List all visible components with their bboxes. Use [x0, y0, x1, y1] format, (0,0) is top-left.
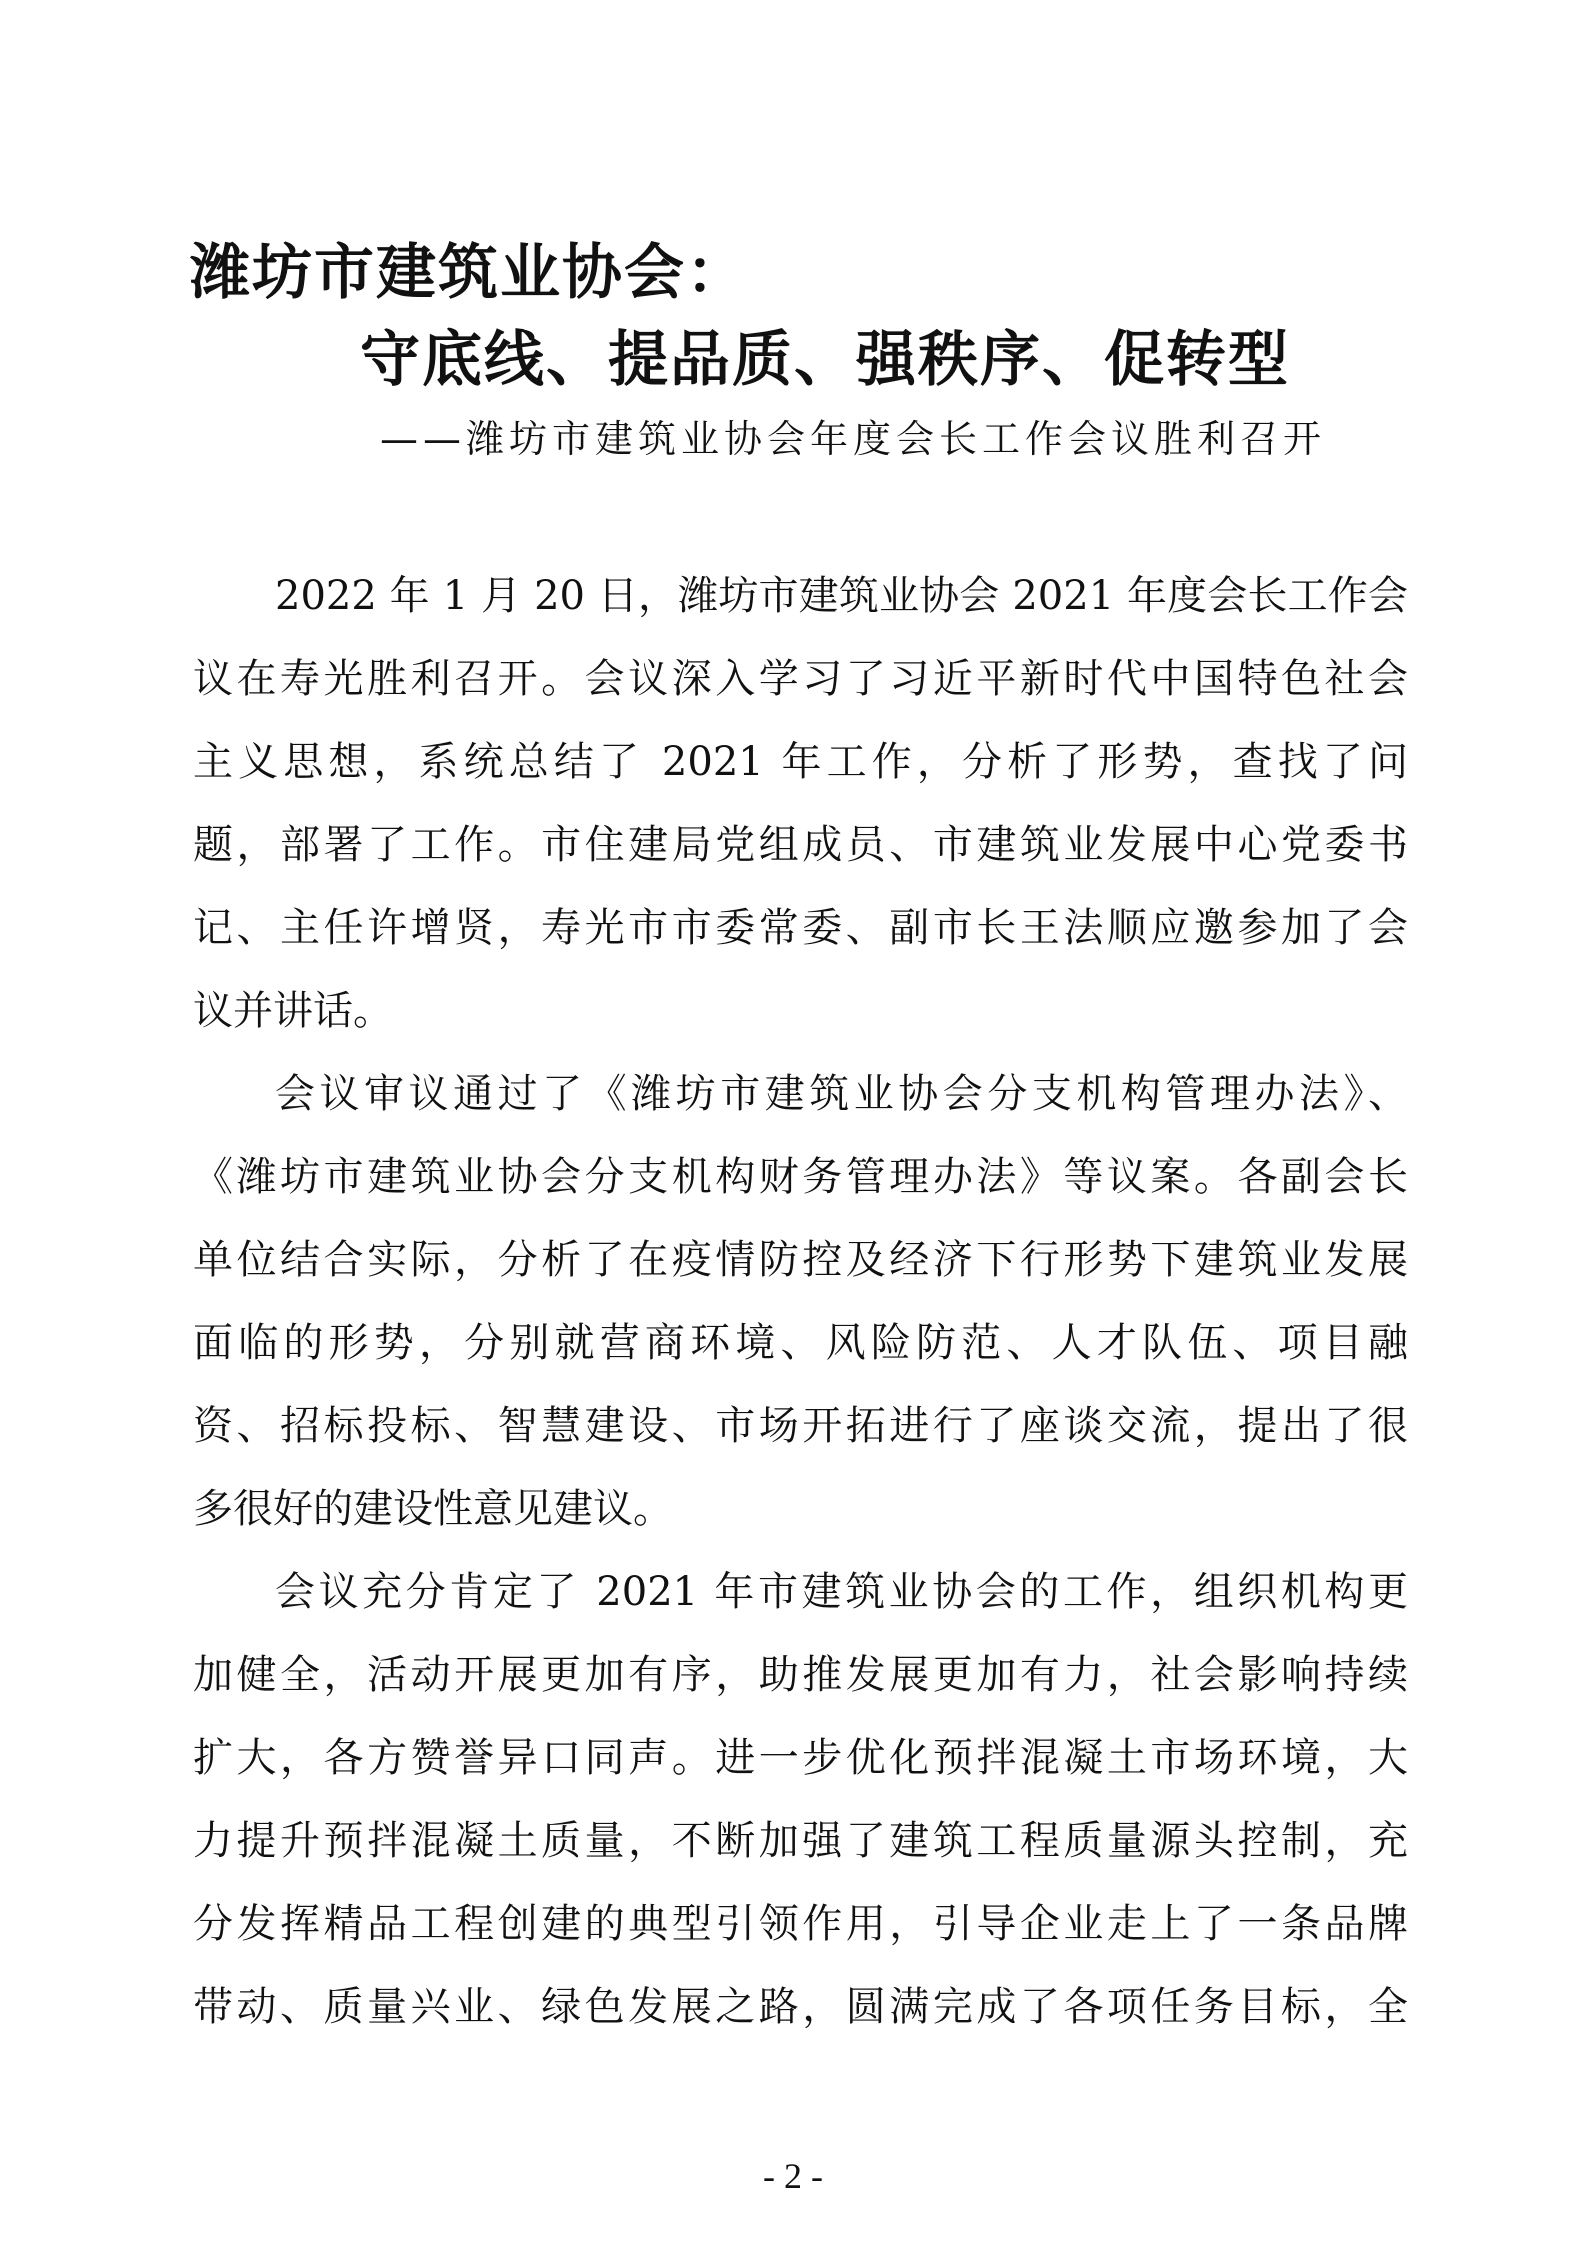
- body-line: 力提升预拌混凝土质量，不断加强了建筑工程质量源头控制，充: [193, 1818, 1408, 1864]
- title-line-2: 守底线、提品质、强秩序、促转型: [360, 325, 1290, 395]
- page-number: - 2 -: [763, 2156, 823, 2196]
- subtitle: ——潍坊市建筑业协会年度会长工作会议胜利召开: [380, 417, 1327, 461]
- body-line: 分发挥精品工程创建的典型引领作用，引导企业走上了一条品牌: [193, 1901, 1408, 1947]
- body-line: 单位结合实际，分析了在疫情防控及经济下行形势下建筑业发展: [193, 1237, 1408, 1283]
- body-line: 议并讲话。: [193, 988, 393, 1034]
- body-line: 会议充分肯定了 2021 年市建筑业协会的工作，组织机构更: [275, 1569, 1408, 1615]
- body-line: 主义思想，系统总结了 2021 年工作，分析了形势，查找了问: [193, 739, 1408, 785]
- body-line: 题，部署了工作。市住建局党组成员、市建筑业发展中心党委书: [193, 822, 1408, 868]
- body-line: 带动、质量兴业、绿色发展之路，圆满完成了各项任务目标，全: [193, 1984, 1408, 2030]
- body-line: 记、主任许增贤，寿光市市委常委、副市长王法顺应邀参加了会: [193, 905, 1408, 951]
- body-line: 《潍坊市建筑业协会分支机构财务管理办法》等议案。各副会长: [193, 1154, 1408, 1200]
- body-line: 面临的形势，分别就营商环境、风险防范、人才队伍、项目融: [193, 1320, 1408, 1366]
- body-line: 议在寿光胜利召开。会议深入学习了习近平新时代中国特色社会: [193, 656, 1408, 702]
- body-line: 多很好的建设性意见建议。: [193, 1486, 673, 1532]
- body-line: 会议审议通过了《潍坊市建筑业协会分支机构管理办法》、: [275, 1071, 1408, 1117]
- body-text: [193, 555, 1408, 2049]
- body-line: 扩大，各方赞誉异口同声。进一步优化预拌混凝土市场环境，大: [193, 1735, 1408, 1781]
- body-line: 资、招标投标、智慧建设、市场开拓进行了座谈交流，提出了很: [193, 1403, 1408, 1449]
- title-line-1: 潍坊市建筑业协会：: [190, 238, 748, 308]
- body-line: 2022 年 1 月 20 日，潍坊市建筑业协会 2021 年度会长工作会: [275, 573, 1408, 619]
- body-line: 加健全，活动开展更加有序，助推发展更加有力，社会影响持续: [193, 1652, 1408, 1698]
